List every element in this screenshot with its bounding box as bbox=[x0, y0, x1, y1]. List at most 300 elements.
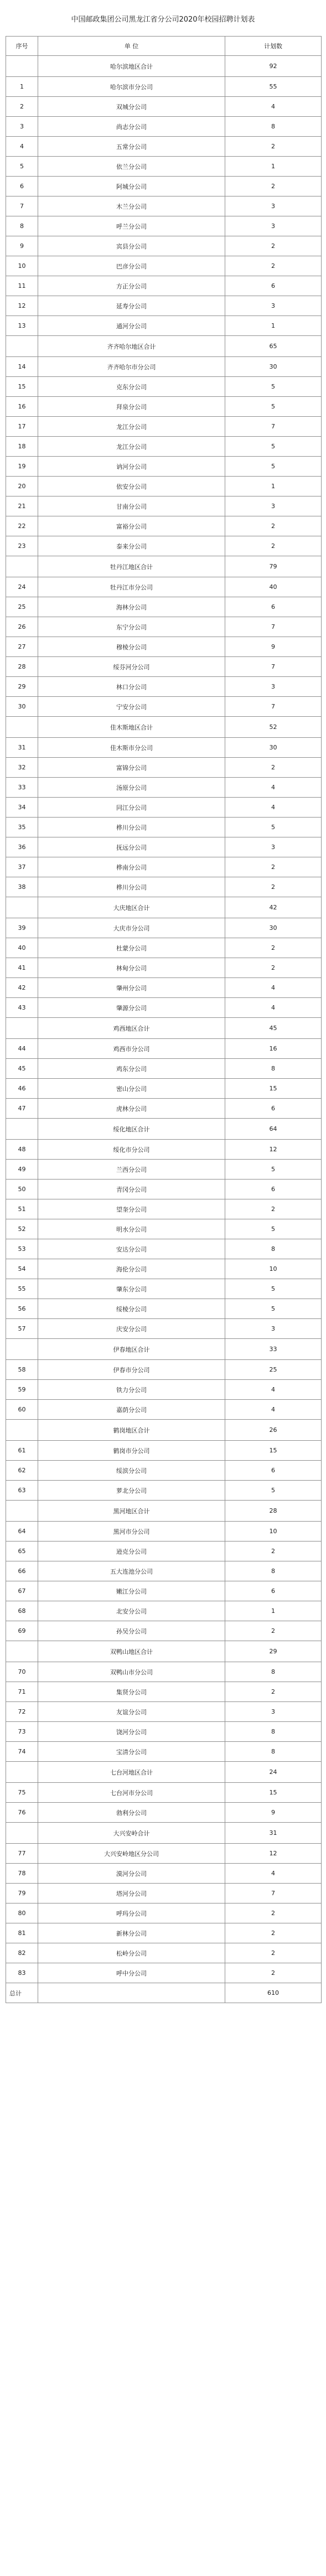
serial-cell: 34 bbox=[6, 798, 38, 818]
unit-cell: 海林分公司 bbox=[38, 597, 225, 617]
unit-cell: 巴彦分公司 bbox=[38, 256, 225, 276]
unit-cell: 绥化市分公司 bbox=[38, 1140, 225, 1160]
serial-cell: 59 bbox=[6, 1380, 38, 1400]
serial-cell: 4 bbox=[6, 137, 38, 157]
unit-cell: 肇州分公司 bbox=[38, 978, 225, 998]
unit-cell: 木兰分公司 bbox=[38, 196, 225, 216]
plan-cell: 5 bbox=[225, 377, 322, 397]
plan-cell: 26 bbox=[225, 1420, 322, 1441]
table-row bbox=[6, 1702, 322, 1722]
table-row bbox=[6, 1542, 322, 1561]
table-row bbox=[6, 397, 322, 417]
serial-cell: 9 bbox=[6, 236, 38, 256]
header-unit: 单 位 bbox=[38, 37, 225, 56]
unit-cell: 肇源分公司 bbox=[38, 998, 225, 1018]
subtotal-row bbox=[6, 717, 322, 738]
table-row bbox=[6, 1621, 322, 1641]
table-row bbox=[6, 978, 322, 998]
unit-cell: 大兴安岭合计 bbox=[38, 1823, 225, 1844]
plan-cell: 15 bbox=[225, 1441, 322, 1461]
serial-cell: 53 bbox=[6, 1239, 38, 1259]
plan-cell: 8 bbox=[225, 1561, 322, 1581]
table-row bbox=[6, 778, 322, 798]
serial-cell bbox=[6, 1641, 38, 1662]
subtotal-row bbox=[6, 1641, 322, 1662]
unit-cell: 通河分公司 bbox=[38, 316, 225, 336]
table-row bbox=[6, 1219, 322, 1239]
serial-cell: 20 bbox=[6, 477, 38, 496]
serial-cell: 62 bbox=[6, 1461, 38, 1481]
serial-cell: 83 bbox=[6, 1963, 38, 1983]
serial-cell bbox=[6, 336, 38, 357]
serial-cell: 36 bbox=[6, 837, 38, 857]
unit-cell: 讷河分公司 bbox=[38, 457, 225, 477]
plan-cell: 65 bbox=[225, 336, 322, 357]
plan-cell: 2 bbox=[225, 1199, 322, 1219]
serial-cell: 35 bbox=[6, 818, 38, 837]
plan-cell: 30 bbox=[225, 357, 322, 377]
plan-cell: 2 bbox=[225, 516, 322, 536]
serial-cell: 32 bbox=[6, 758, 38, 778]
serial-cell: 47 bbox=[6, 1099, 38, 1119]
unit-cell: 穆棱分公司 bbox=[38, 637, 225, 657]
table-row bbox=[6, 1803, 322, 1823]
serial-cell: 15 bbox=[6, 377, 38, 397]
serial-cell: 82 bbox=[6, 1943, 38, 1963]
serial-cell: 39 bbox=[6, 918, 38, 938]
unit-cell: 东宁分公司 bbox=[38, 617, 225, 637]
serial-cell: 30 bbox=[6, 697, 38, 717]
unit-cell: 萝北分公司 bbox=[38, 1481, 225, 1501]
table-row bbox=[6, 1259, 322, 1279]
plan-cell: 2 bbox=[225, 758, 322, 778]
unit-cell: 龙江分公司 bbox=[38, 437, 225, 457]
plan-cell: 2 bbox=[225, 877, 322, 897]
unit-cell: 海伦分公司 bbox=[38, 1259, 225, 1279]
table-row bbox=[6, 1722, 322, 1742]
subtotal-row bbox=[6, 1339, 322, 1360]
plan-cell: 3 bbox=[225, 1319, 322, 1339]
unit-cell: 桦南分公司 bbox=[38, 857, 225, 877]
unit-cell: 逊克分公司 bbox=[38, 1542, 225, 1561]
plan-cell: 4 bbox=[225, 998, 322, 1018]
plan-cell: 8 bbox=[225, 1722, 322, 1742]
unit-cell: 安达分公司 bbox=[38, 1239, 225, 1259]
table-row bbox=[6, 837, 322, 857]
serial-cell: 70 bbox=[6, 1662, 38, 1682]
serial-cell bbox=[6, 556, 38, 577]
serial-cell: 38 bbox=[6, 877, 38, 897]
table-row bbox=[6, 437, 322, 457]
plan-cell: 2 bbox=[225, 958, 322, 978]
subtotal-row bbox=[6, 336, 322, 357]
plan-cell: 3 bbox=[225, 1702, 322, 1722]
unit-cell: 哈尔滨地区合计 bbox=[38, 56, 225, 77]
serial-cell: 67 bbox=[6, 1581, 38, 1601]
serial-cell: 69 bbox=[6, 1621, 38, 1641]
table-row bbox=[6, 1783, 322, 1803]
plan-cell: 16 bbox=[225, 1039, 322, 1059]
unit-cell: 拜泉分公司 bbox=[38, 397, 225, 417]
plan-cell: 6 bbox=[225, 597, 322, 617]
unit-cell: 集贤分公司 bbox=[38, 1682, 225, 1702]
plan-cell: 9 bbox=[225, 1803, 322, 1823]
serial-cell: 73 bbox=[6, 1722, 38, 1742]
table-row bbox=[6, 1742, 322, 1762]
subtotal-row bbox=[6, 1119, 322, 1140]
serial-cell: 57 bbox=[6, 1319, 38, 1339]
plan-cell: 55 bbox=[225, 77, 322, 97]
serial-cell: 66 bbox=[6, 1561, 38, 1581]
unit-cell: 依兰分公司 bbox=[38, 157, 225, 177]
serial-cell: 22 bbox=[6, 516, 38, 536]
table-row bbox=[6, 818, 322, 837]
unit-cell: 桦川分公司 bbox=[38, 818, 225, 837]
table-row bbox=[6, 276, 322, 296]
serial-cell: 49 bbox=[6, 1160, 38, 1180]
plan-cell: 29 bbox=[225, 1641, 322, 1662]
unit-cell: 龙江分公司 bbox=[38, 417, 225, 437]
table-row bbox=[6, 1682, 322, 1702]
serial-cell: 43 bbox=[6, 998, 38, 1018]
serial-cell: 33 bbox=[6, 778, 38, 798]
serial-cell: 63 bbox=[6, 1481, 38, 1501]
plan-cell: 8 bbox=[225, 117, 322, 137]
serial-cell: 45 bbox=[6, 1059, 38, 1079]
table-row bbox=[6, 316, 322, 336]
table-row bbox=[6, 417, 322, 437]
serial-cell: 81 bbox=[6, 1923, 38, 1943]
plan-cell: 8 bbox=[225, 1059, 322, 1079]
table-row bbox=[6, 1923, 322, 1943]
unit-cell: 鸡东分公司 bbox=[38, 1059, 225, 1079]
plan-cell: 1 bbox=[225, 1601, 322, 1621]
plan-cell: 7 bbox=[225, 697, 322, 717]
table-row bbox=[6, 998, 322, 1018]
table-row bbox=[6, 216, 322, 236]
unit-cell: 绥滨分公司 bbox=[38, 1461, 225, 1481]
unit-cell: 大庆地区合计 bbox=[38, 897, 225, 918]
plan-cell: 2 bbox=[225, 1923, 322, 1943]
table-row bbox=[6, 1039, 322, 1059]
table-row bbox=[6, 1441, 322, 1461]
plan-cell: 2 bbox=[225, 1903, 322, 1923]
table-row bbox=[6, 377, 322, 397]
table-row bbox=[6, 577, 322, 597]
unit-cell: 佳木斯地区合计 bbox=[38, 717, 225, 738]
plan-cell: 5 bbox=[225, 1299, 322, 1319]
plan-cell: 8 bbox=[225, 1662, 322, 1682]
unit-cell: 绥芬河分公司 bbox=[38, 657, 225, 677]
plan-cell: 2 bbox=[225, 177, 322, 196]
plan-cell: 52 bbox=[225, 717, 322, 738]
serial-cell: 25 bbox=[6, 597, 38, 617]
plan-cell: 5 bbox=[225, 818, 322, 837]
serial-cell: 29 bbox=[6, 677, 38, 697]
table-row bbox=[6, 1561, 322, 1581]
unit-cell: 甘南分公司 bbox=[38, 496, 225, 516]
plan-cell: 5 bbox=[225, 457, 322, 477]
plan-cell: 3 bbox=[225, 496, 322, 516]
unit-cell: 鹤岗地区合计 bbox=[38, 1420, 225, 1441]
serial-cell: 14 bbox=[6, 357, 38, 377]
plan-cell: 12 bbox=[225, 1140, 322, 1160]
serial-cell: 79 bbox=[6, 1884, 38, 1903]
unit-cell: 绥棱分公司 bbox=[38, 1299, 225, 1319]
table-row bbox=[6, 77, 322, 97]
plan-cell: 2 bbox=[225, 1682, 322, 1702]
serial-cell: 31 bbox=[6, 738, 38, 758]
plan-cell: 7 bbox=[225, 417, 322, 437]
table-row bbox=[6, 1844, 322, 1864]
table-row bbox=[6, 536, 322, 556]
table-row bbox=[6, 738, 322, 758]
plan-cell: 64 bbox=[225, 1119, 322, 1140]
table-row bbox=[6, 877, 322, 897]
serial-cell: 12 bbox=[6, 296, 38, 316]
unit-cell: 抚远分公司 bbox=[38, 837, 225, 857]
unit-cell: 嫩江分公司 bbox=[38, 1581, 225, 1601]
table-row bbox=[6, 97, 322, 117]
serial-cell: 3 bbox=[6, 117, 38, 137]
table-row bbox=[6, 296, 322, 316]
unit-cell: 新林分公司 bbox=[38, 1923, 225, 1943]
plan-cell: 30 bbox=[225, 918, 322, 938]
table-row bbox=[6, 657, 322, 677]
serial-cell: 2 bbox=[6, 97, 38, 117]
plan-cell: 2 bbox=[225, 938, 322, 958]
table-row bbox=[6, 477, 322, 496]
plan-cell: 10 bbox=[225, 1522, 322, 1542]
unit-cell: 双鸭山地区合计 bbox=[38, 1641, 225, 1662]
total-label: 总计 bbox=[6, 1983, 38, 2003]
table-row bbox=[6, 697, 322, 717]
subtotal-row bbox=[6, 1420, 322, 1441]
unit-cell: 依安分公司 bbox=[38, 477, 225, 496]
serial-cell: 58 bbox=[6, 1360, 38, 1380]
unit-cell: 松岭分公司 bbox=[38, 1943, 225, 1963]
table-row bbox=[6, 1884, 322, 1903]
plan-cell: 1 bbox=[225, 477, 322, 496]
plan-cell: 12 bbox=[225, 1844, 322, 1864]
serial-cell: 28 bbox=[6, 657, 38, 677]
plan-cell: 5 bbox=[225, 1160, 322, 1180]
serial-cell: 16 bbox=[6, 397, 38, 417]
unit-cell: 塔河分公司 bbox=[38, 1884, 225, 1903]
serial-cell: 37 bbox=[6, 857, 38, 877]
table-row bbox=[6, 958, 322, 978]
unit-cell: 北安分公司 bbox=[38, 1601, 225, 1621]
table-row bbox=[6, 637, 322, 657]
unit-cell: 密山分公司 bbox=[38, 1079, 225, 1099]
table-header-row bbox=[6, 37, 322, 56]
serial-cell: 5 bbox=[6, 157, 38, 177]
plan-cell: 3 bbox=[225, 196, 322, 216]
unit-cell: 明水分公司 bbox=[38, 1219, 225, 1239]
plan-cell: 4 bbox=[225, 798, 322, 818]
serial-cell: 50 bbox=[6, 1180, 38, 1199]
unit-cell: 呼玛分公司 bbox=[38, 1903, 225, 1923]
plan-cell: 92 bbox=[225, 56, 322, 77]
plan-cell: 3 bbox=[225, 677, 322, 697]
plan-cell: 4 bbox=[225, 778, 322, 798]
serial-cell: 18 bbox=[6, 437, 38, 457]
serial-cell: 51 bbox=[6, 1199, 38, 1219]
serial-cell: 75 bbox=[6, 1783, 38, 1803]
table-row bbox=[6, 617, 322, 637]
serial-cell: 74 bbox=[6, 1742, 38, 1762]
serial-cell: 77 bbox=[6, 1844, 38, 1864]
serial-cell bbox=[6, 56, 38, 77]
unit-cell: 铁力分公司 bbox=[38, 1380, 225, 1400]
serial-cell: 7 bbox=[6, 196, 38, 216]
table-row bbox=[6, 1864, 322, 1884]
unit-cell: 双鸭山市分公司 bbox=[38, 1662, 225, 1682]
unit-cell: 汤原分公司 bbox=[38, 778, 225, 798]
plan-cell: 4 bbox=[225, 1380, 322, 1400]
unit-cell: 友谊分公司 bbox=[38, 1702, 225, 1722]
table-row bbox=[6, 137, 322, 157]
serial-cell: 17 bbox=[6, 417, 38, 437]
table-row bbox=[6, 1160, 322, 1180]
serial-cell: 26 bbox=[6, 617, 38, 637]
serial-cell bbox=[6, 1501, 38, 1522]
unit-cell: 黑河市分公司 bbox=[38, 1522, 225, 1542]
plan-cell: 31 bbox=[225, 1823, 322, 1844]
serial-cell bbox=[6, 1018, 38, 1039]
document-title: 中国邮政集团公司黑龙江省分公司2020年校园招聘计划表 bbox=[71, 15, 255, 24]
serial-cell: 11 bbox=[6, 276, 38, 296]
serial-cell bbox=[6, 717, 38, 738]
unit-cell: 伊春地区合计 bbox=[38, 1339, 225, 1360]
plan-cell: 30 bbox=[225, 738, 322, 758]
unit-cell: 呼兰分公司 bbox=[38, 216, 225, 236]
table-row bbox=[6, 1903, 322, 1923]
header-plan: 计划数 bbox=[225, 37, 322, 56]
table-row bbox=[6, 1059, 322, 1079]
table-row bbox=[6, 1522, 322, 1542]
unit-cell: 泰来分公司 bbox=[38, 536, 225, 556]
unit-cell: 庆安分公司 bbox=[38, 1319, 225, 1339]
unit-cell: 青冈分公司 bbox=[38, 1180, 225, 1199]
table-row bbox=[6, 1601, 322, 1621]
serial-cell: 1 bbox=[6, 77, 38, 97]
unit-cell: 阿城分公司 bbox=[38, 177, 225, 196]
unit-cell: 林口分公司 bbox=[38, 677, 225, 697]
plan-cell: 4 bbox=[225, 97, 322, 117]
total-plan: 610 bbox=[225, 1983, 322, 2003]
unit-cell: 绥化地区合计 bbox=[38, 1119, 225, 1140]
unit-cell: 齐齐哈尔市分公司 bbox=[38, 357, 225, 377]
table-row bbox=[6, 857, 322, 877]
serial-cell: 10 bbox=[6, 256, 38, 276]
unit-cell: 桦川分公司 bbox=[38, 877, 225, 897]
table-row bbox=[6, 1279, 322, 1299]
unit-cell: 黑河地区合计 bbox=[38, 1501, 225, 1522]
table-row bbox=[6, 1461, 322, 1481]
unit-cell: 同江分公司 bbox=[38, 798, 225, 818]
plan-cell: 5 bbox=[225, 1219, 322, 1239]
table-row bbox=[6, 236, 322, 256]
serial-cell: 41 bbox=[6, 958, 38, 978]
recruitment-plan-table bbox=[6, 36, 322, 2003]
serial-cell: 6 bbox=[6, 177, 38, 196]
total-unit-cell bbox=[38, 1983, 225, 2003]
serial-cell: 44 bbox=[6, 1039, 38, 1059]
table-row bbox=[6, 1239, 322, 1259]
plan-cell: 15 bbox=[225, 1783, 322, 1803]
plan-cell: 9 bbox=[225, 637, 322, 657]
table-row bbox=[6, 1943, 322, 1963]
table-row bbox=[6, 1360, 322, 1380]
unit-cell: 勃利分公司 bbox=[38, 1803, 225, 1823]
table-row bbox=[6, 1963, 322, 1983]
unit-cell: 望奎分公司 bbox=[38, 1199, 225, 1219]
plan-cell: 4 bbox=[225, 1864, 322, 1884]
plan-cell: 2 bbox=[225, 256, 322, 276]
serial-cell: 23 bbox=[6, 536, 38, 556]
serial-cell bbox=[6, 1762, 38, 1783]
table-row bbox=[6, 1099, 322, 1119]
serial-cell: 21 bbox=[6, 496, 38, 516]
unit-cell: 大兴安岭地区分公司 bbox=[38, 1844, 225, 1864]
serial-cell: 64 bbox=[6, 1522, 38, 1542]
unit-cell: 哈尔滨市分公司 bbox=[38, 77, 225, 97]
plan-cell: 7 bbox=[225, 1884, 322, 1903]
serial-cell: 48 bbox=[6, 1140, 38, 1160]
unit-cell: 牡丹江市分公司 bbox=[38, 577, 225, 597]
serial-cell: 42 bbox=[6, 978, 38, 998]
serial-cell: 52 bbox=[6, 1219, 38, 1239]
table-row bbox=[6, 196, 322, 216]
table-row bbox=[6, 1140, 322, 1160]
unit-cell: 齐齐哈尔地区合计 bbox=[38, 336, 225, 357]
serial-cell: 24 bbox=[6, 577, 38, 597]
serial-cell: 65 bbox=[6, 1542, 38, 1561]
table-row bbox=[6, 1581, 322, 1601]
unit-cell: 双城分公司 bbox=[38, 97, 225, 117]
unit-cell: 富裕分公司 bbox=[38, 516, 225, 536]
serial-cell bbox=[6, 1119, 38, 1140]
unit-cell: 尚志分公司 bbox=[38, 117, 225, 137]
table-row bbox=[6, 918, 322, 938]
total-row bbox=[6, 1983, 322, 2003]
table-row bbox=[6, 177, 322, 196]
table-row bbox=[6, 516, 322, 536]
subtotal-row bbox=[6, 1018, 322, 1039]
plan-cell: 8 bbox=[225, 1742, 322, 1762]
unit-cell: 兰西分公司 bbox=[38, 1160, 225, 1180]
table-row bbox=[6, 597, 322, 617]
subtotal-row bbox=[6, 1762, 322, 1783]
plan-cell: 10 bbox=[225, 1259, 322, 1279]
unit-cell: 漠河分公司 bbox=[38, 1864, 225, 1884]
table-row bbox=[6, 1199, 322, 1219]
unit-cell: 七台河市分公司 bbox=[38, 1783, 225, 1803]
unit-cell: 富锦分公司 bbox=[38, 758, 225, 778]
unit-cell: 虎林分公司 bbox=[38, 1099, 225, 1119]
plan-cell: 6 bbox=[225, 1180, 322, 1199]
table-row bbox=[6, 677, 322, 697]
plan-cell: 4 bbox=[225, 978, 322, 998]
table-row bbox=[6, 1299, 322, 1319]
table-row bbox=[6, 117, 322, 137]
serial-cell: 55 bbox=[6, 1279, 38, 1299]
serial-cell: 54 bbox=[6, 1259, 38, 1279]
serial-cell: 19 bbox=[6, 457, 38, 477]
unit-cell: 方正分公司 bbox=[38, 276, 225, 296]
serial-cell: 8 bbox=[6, 216, 38, 236]
